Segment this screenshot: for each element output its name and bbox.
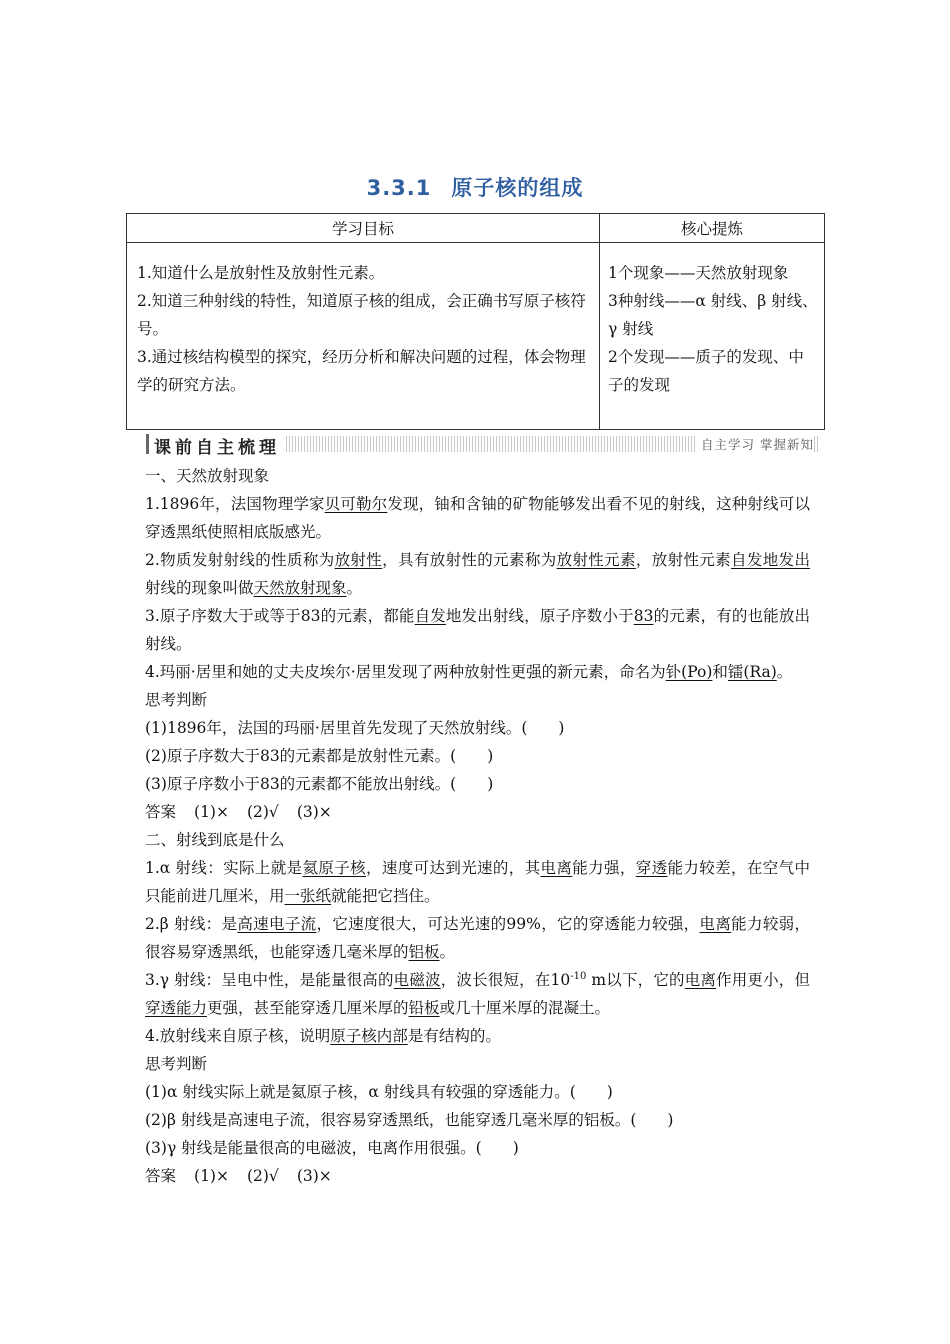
question: (3)γ 射线是能量很高的电磁波，电离作用很强。( )	[145, 1139, 519, 1157]
paragraph: 4.玛丽·居里和她的丈夫皮埃尔·居里发现了两种放射性更强的新元素，命名为钋(Po)和镭(Ra)。	[145, 663, 793, 681]
paragraph: 3.γ 射线：呈电中性，是能量很高的电磁波，波长很短，在$10^{-10}$ m以下，它的电离作用更小，但穿透能力更强，甚至能穿透几厘米厚的铅板或几十厘米厚的混凝土。	[145, 970, 810, 1017]
section-number: 3.3.1	[366, 176, 432, 200]
fill-answer: 83	[633, 607, 654, 625]
fill-answer: 自发地发出	[731, 551, 810, 569]
goal-item: 3.通过核结构模型的探究，经历分析和解决问题的过程，体会物理学的研究方法。	[137, 348, 586, 394]
core-summary-cell	[600, 243, 825, 430]
fill-answer: 穿透能力	[145, 999, 208, 1017]
fill-answer: 钋(Po)	[665, 663, 713, 681]
fill-answer: 天然放射现象	[253, 579, 347, 597]
fill-answer: 电磁波	[393, 971, 441, 989]
goal-item: 1.知道什么是放射性及放射性元素。	[137, 264, 385, 282]
fill-answer: 穿透	[635, 859, 668, 877]
answer-line: 答案 (1)× (2)√ (3)×	[145, 1167, 332, 1185]
banner-label: 课前自主梳理	[154, 433, 284, 458]
question: (1)α 射线实际上就是氦原子核，α 射线具有较强的穿透能力。( )	[145, 1083, 613, 1101]
section-heading: 一、天然放射现象	[145, 467, 270, 485]
learning-goals-cell	[127, 243, 600, 430]
fill-answer: 高速电子流	[237, 915, 317, 933]
fill-answer: 电离	[540, 859, 573, 877]
fill-answer: 电离	[699, 915, 732, 933]
fill-answer: 原子核内部	[330, 1027, 408, 1045]
paragraph: 1.1896年，法国物理学家贝可勒尔发现，铀和含铀的矿物能够发出看不见的射线，这种射线可以穿透黑纸使照相底版感光。	[145, 495, 810, 541]
goal-item: 2.知道三种射线的特性，知道原子核的组成，会正确书写原子核符号。	[137, 292, 586, 338]
paragraph: 1.α 射线：实际上就是氦原子核，速度可达到光速的，其电离能力强，穿透能力较差，在空气中只能前进几厘米，用一张纸就能把它挡住。	[145, 859, 810, 905]
fill-answer: 自发	[414, 607, 446, 625]
paragraph: 2.β 射线：是高速电子流，它速度很大，可达光速的99%，它的穿透能力较强，电离能力较弱，很容易穿透黑纸，也能穿透几毫米厚的铝板。	[145, 915, 810, 961]
paragraph: 4.放射线来自原子核，说明原子核内部是有结构的。	[145, 1027, 501, 1045]
fill-answer: 铝板	[408, 943, 440, 961]
answer-line: 答案 (1)× (2)√ (3)×	[145, 803, 332, 821]
fill-answer: 放射性	[334, 551, 383, 569]
think-judge-heading: 思考判断	[145, 1055, 208, 1073]
summary-item: 1个现象——天然放射现象	[608, 264, 789, 282]
question: (2)原子序数大于83的元素都是放射性元素。( )	[145, 747, 494, 765]
fill-answer: 氦原子核	[302, 859, 366, 877]
summary-item: 2个发现——质子的发现、中子的发现	[608, 348, 804, 394]
banner-subtitle: 自主学习 掌握新知	[695, 435, 814, 453]
think-judge-heading: 思考判断	[145, 691, 208, 709]
header-learning-goals: 学习目标	[127, 214, 600, 243]
fill-answer: 铅板	[408, 999, 440, 1017]
fill-answer: 镭(Ra)	[727, 663, 777, 681]
main-content	[145, 462, 810, 1190]
question: (2)β 射线是高速电子流，很容易穿透黑纸，也能穿透几毫米厚的铝板。( )	[145, 1111, 674, 1129]
page-title	[0, 172, 950, 202]
fill-answer: 一张纸	[284, 887, 332, 905]
section-title: 原子核的组成	[451, 176, 584, 200]
question: (1)1896年，法国的玛丽·居里首先发现了天然放射线。( )	[145, 719, 565, 737]
paragraph: 2.物质发射射线的性质称为放射性，具有放射性的元素称为放射性元素，放射性元素自发地发出射线的现象叫做天然放射现象。	[145, 551, 810, 597]
section-banner	[146, 434, 818, 458]
fill-answer: 贝可勒尔	[324, 495, 388, 513]
fill-answer: 电离	[684, 971, 717, 989]
objectives-table	[126, 213, 825, 430]
summary-item: 3种射线——α 射线、β 射线、γ 射线	[608, 292, 818, 338]
question: (3)原子序数小于83的元素都不能放出射线。( )	[145, 775, 494, 793]
section-heading: 二、射线到底是什么	[145, 831, 285, 849]
header-core-summary: 核心提炼	[600, 214, 825, 243]
banner-bar	[146, 434, 149, 454]
fill-answer: 放射性元素	[556, 551, 636, 569]
paragraph: 3.原子序数大于或等于83的元素，都能自发地发出射线，原子序数小于83的元素，有的也能放出射线。	[145, 607, 810, 653]
